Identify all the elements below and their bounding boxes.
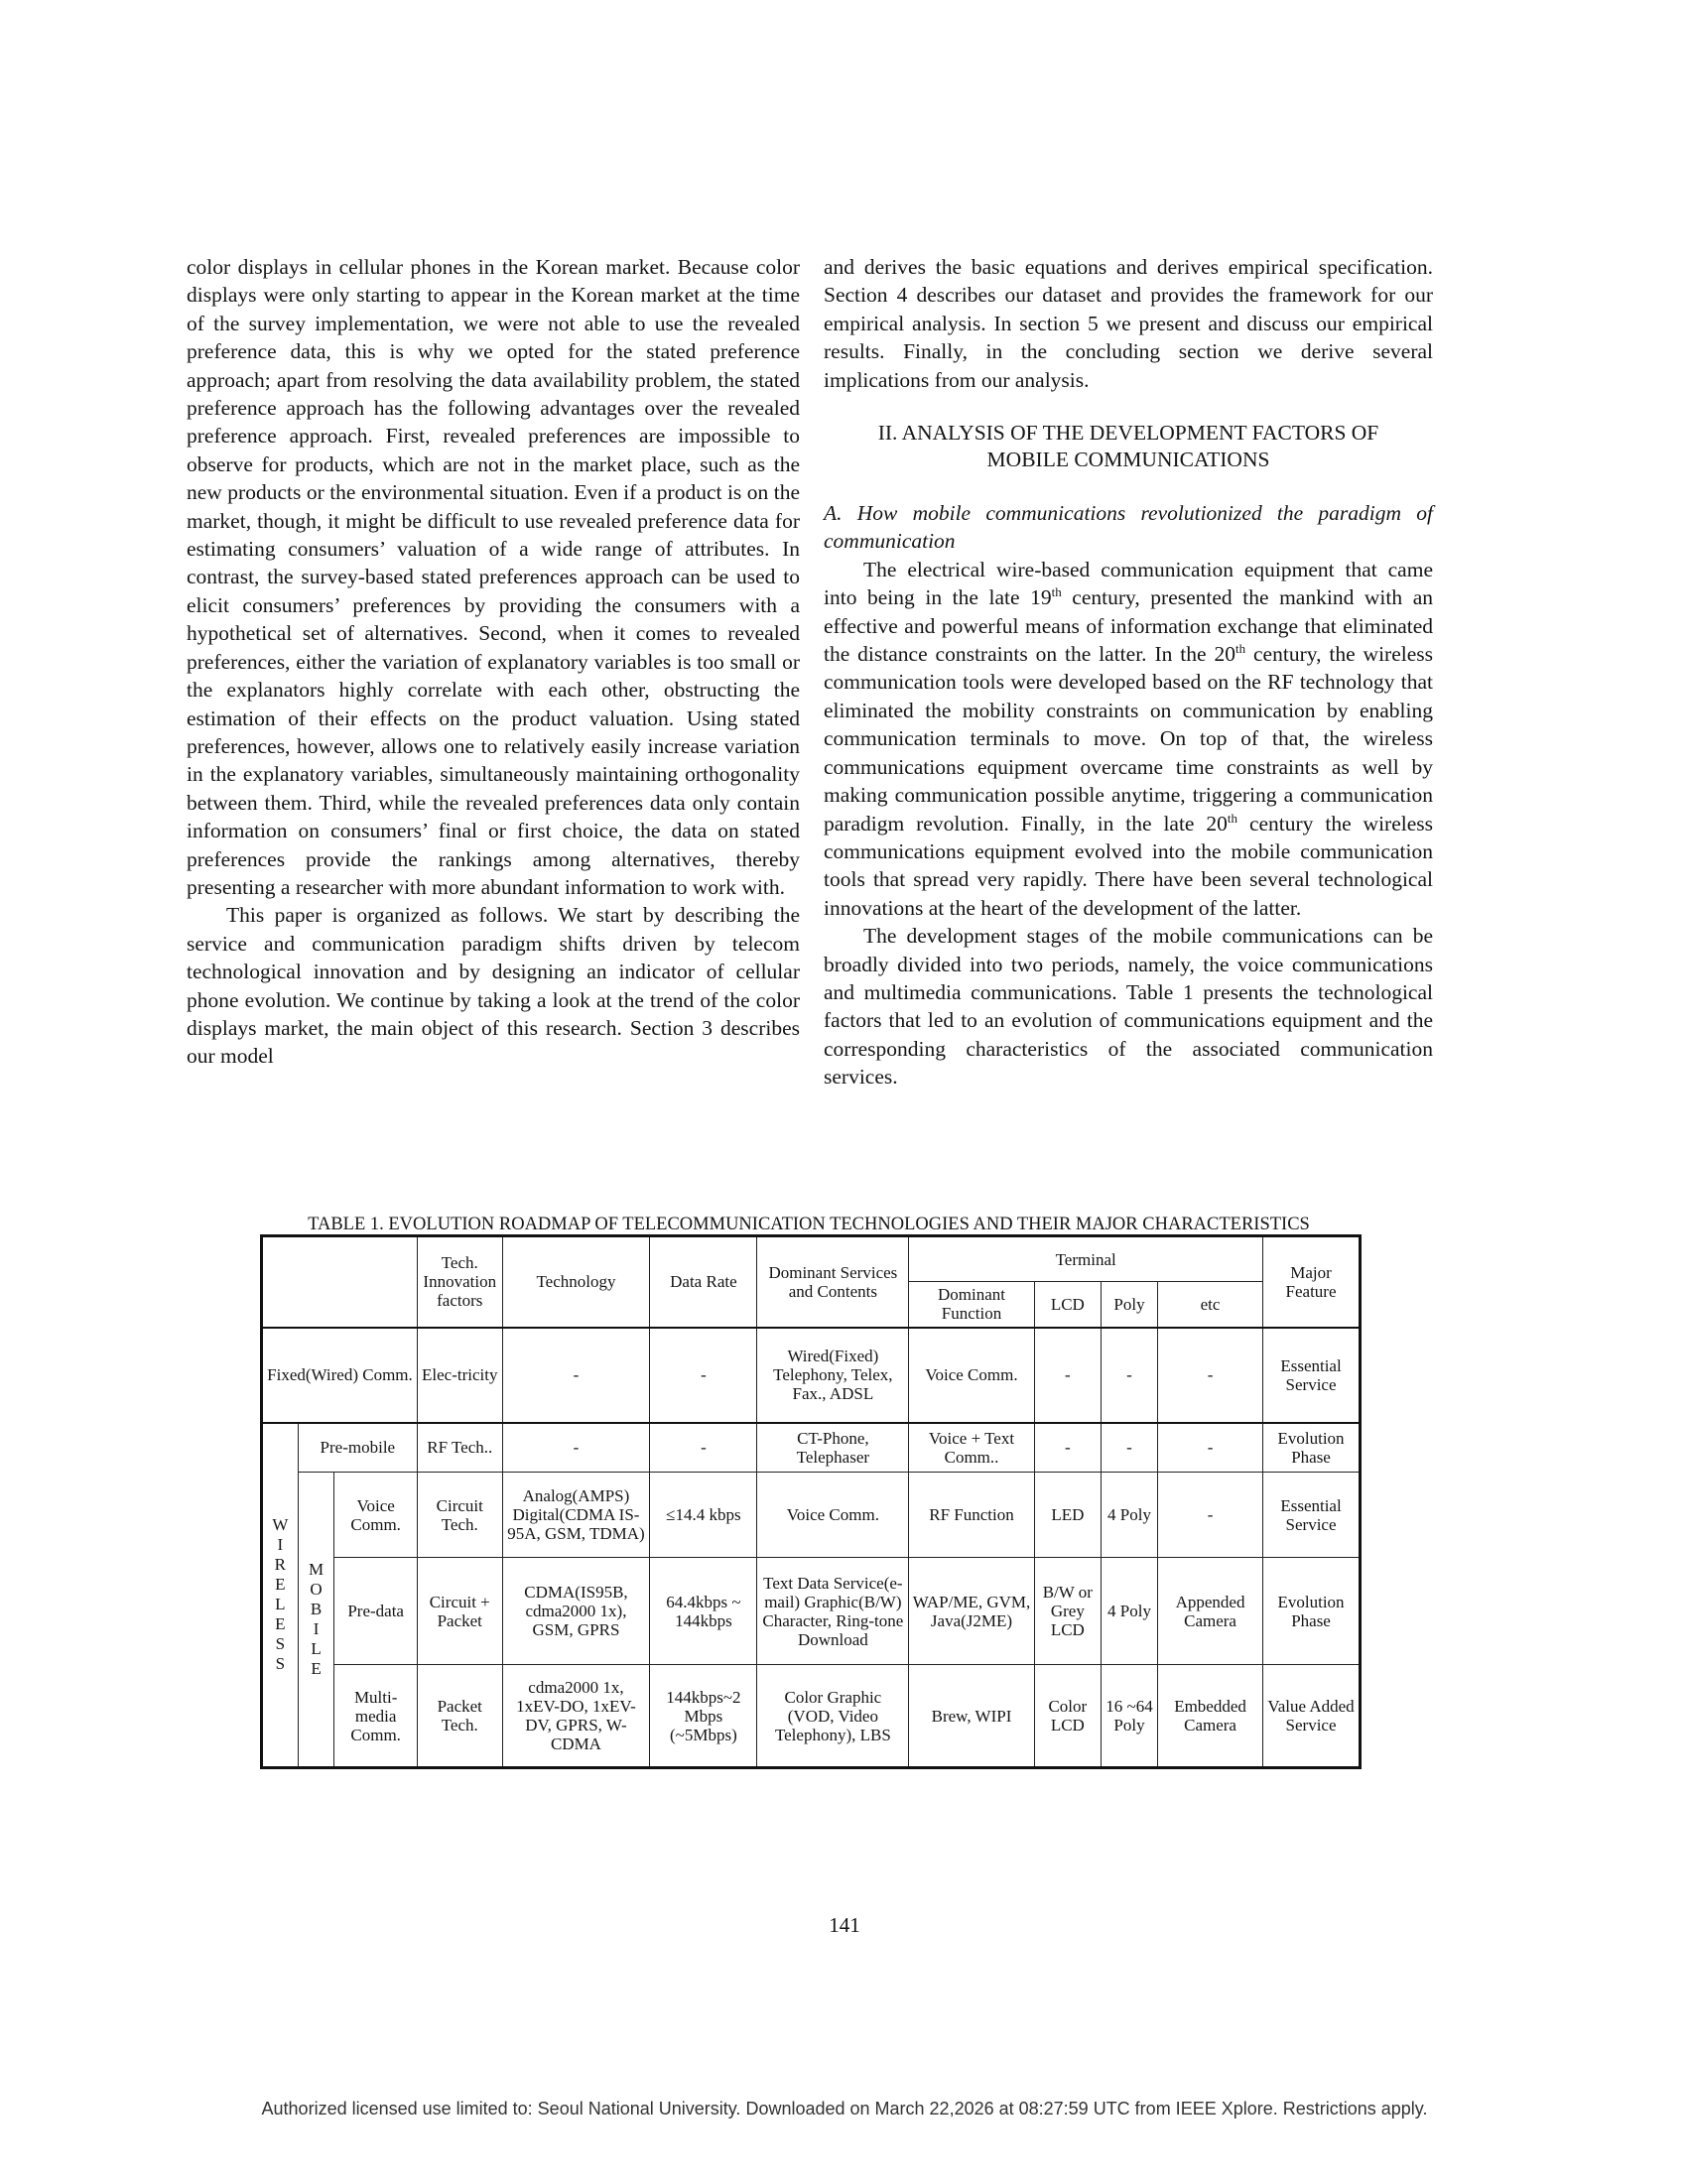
body-paragraph: This paper is organized as follows. We start by describing the service and communication paradigm shifts driven by telecom technological innovation and by designing an indicator of cellular phone evolution. We continue by taking a look at the trend of the color displays market, the main object of this research. Section 3 describes our model (187, 903, 800, 1069)
factor-cell: Circuit + Packet (417, 1558, 502, 1665)
superscript: th (1234, 640, 1246, 656)
text-run: century, the wireless communication tools were developed based on the RF technology that eliminated the mobility constraints on communication by enabling communication terminals to move. On top of that, the wireless communications equipment overcame time constraints as well by making communication possible anytime, triggering a communication paradigm revolution. Finally, in the late 20 (824, 642, 1433, 835)
poly-cell: - (1101, 1328, 1157, 1423)
services-cell: Voice Comm. (757, 1473, 909, 1558)
services-cell: Text Data Service(e-mail) Graphic(B/W) Character, Ring-tone Download (757, 1558, 909, 1665)
text-run: century the wireless communications equipment evolved into the mobile communication tools that spread very rapidly. There have been several technological innovations at the heart of the development of the latter. (824, 811, 1433, 920)
function-cell: WAP/ME, GVM, Java(J2ME) (909, 1558, 1034, 1665)
etc-cell: Appended Camera (1158, 1558, 1263, 1665)
feature-cell: Essential Service (1263, 1328, 1361, 1423)
text-run: century, presented the mankind with an effective and powerful means of information exchange that eliminated the distance constraints on the latter. In the 20 (824, 585, 1433, 667)
lcd-cell: - (1034, 1328, 1101, 1423)
table-row (262, 1558, 1361, 1665)
header-dominant-function: Dominant Function (909, 1282, 1034, 1328)
technology-cell: - (502, 1328, 650, 1423)
stage-cell: Voice Comm. (334, 1473, 418, 1558)
header-lcd: LCD (1034, 1282, 1101, 1328)
section-heading-line2: MOBILE COMMUNICATIONS (986, 448, 1270, 472)
stage-cell: Fixed(Wired) Comm. (262, 1328, 418, 1423)
function-cell: Brew, WIPI (909, 1665, 1034, 1768)
poly-cell: 4 Poly (1101, 1558, 1157, 1665)
section-heading (824, 420, 1433, 473)
body-paragraph (824, 556, 1433, 922)
feature-cell: Value Added Service (1263, 1665, 1361, 1768)
lcd-cell: LED (1034, 1473, 1101, 1558)
corner-cell (262, 1236, 418, 1328)
header-dominant-services: Dominant Services and Contents (757, 1236, 909, 1328)
left-column (187, 253, 800, 1071)
body-paragraph: and derives the basic equations and derives empirical specification. Section 4 describes our dataset and provides the framework for our empirical analysis. In section 5 we present and discuss our empirical results. Finally, in the concluding section we derive several implications from our analysis. (824, 255, 1433, 392)
etc-cell: - (1158, 1423, 1263, 1473)
text-run: The electrical wire-based communication equipment that came into being in the late 19 (824, 557, 1433, 610)
license-footer: Authorized licensed use limited to: Seoul National University. Downloaded on March 22,2026 at 08:27:59 UTC from IEEE Xplore. Restrictions apply. (261, 2099, 1428, 2119)
technology-cell: Analog(AMPS) Digital(CDMA IS-95A, GSM, TDMA) (502, 1473, 650, 1558)
data-rate-cell: 64.4kbps ~ 144kbps (650, 1558, 757, 1665)
header-terminal: Terminal (909, 1236, 1263, 1282)
technology-cell: CDMA(IS95B, cdma2000 1x), GSM, GPRS (502, 1558, 650, 1665)
right-column (824, 253, 1433, 1092)
table-row (262, 1236, 1361, 1282)
factor-cell: Elec-tricity (417, 1328, 502, 1423)
table-row (262, 1328, 1361, 1423)
factor-cell: RF Tech.. (417, 1423, 502, 1473)
header-data-rate: Data Rate (650, 1236, 757, 1328)
stage-cell: Multi-media Comm. (334, 1665, 418, 1768)
etc-cell: - (1158, 1328, 1263, 1423)
header-technology: Technology (502, 1236, 650, 1328)
stage-cell: Pre-data (334, 1558, 418, 1665)
poly-cell: - (1101, 1423, 1157, 1473)
evolution-roadmap-table (260, 1234, 1362, 1769)
header-tech-innovation: Tech. Innovation factors (417, 1236, 502, 1328)
superscript: th (1227, 810, 1238, 826)
wireless-label (262, 1423, 299, 1768)
lcd-cell: B/W or Grey LCD (1034, 1558, 1101, 1665)
feature-cell: Evolution Phase (1263, 1423, 1361, 1473)
header-etc: etc (1158, 1282, 1263, 1328)
feature-cell: Evolution Phase (1263, 1558, 1361, 1665)
etc-cell: Embedded Camera (1158, 1665, 1263, 1768)
function-cell: RF Function (909, 1473, 1034, 1558)
header-poly: Poly (1101, 1282, 1157, 1328)
data-rate-cell: - (650, 1328, 757, 1423)
services-cell: Wired(Fixed) Telephony, Telex, Fax., ADSL (757, 1328, 909, 1423)
poly-cell: 16 ~64 Poly (1101, 1665, 1157, 1768)
table-1 (260, 1215, 1362, 1769)
data-rate-cell: ≤14.4 kbps (650, 1473, 757, 1558)
superscript: th (1051, 584, 1062, 600)
data-rate-cell: 144kbps~2 Mbps (~5Mbps) (650, 1665, 757, 1768)
body-paragraph: color displays in cellular phones in the Korean market. Because color displays were only starting to appear in the Korean market at the time of the survey implementation, we were not able to use the revealed preference data, this is why we opted for the stated preference approach; apart from resolving the data availability problem, the stated preference approach has the following advantages over the revealed preference approach. First, revealed preferences are impossible to observe for products, which are not in the market place, such as the new products or the environmental situation. Even if a product is on the market, though, it might be difficult to use revealed preference data for estimating consumers’ valuation of a wide range of attributes. In contrast, the survey-based stated preferences approach can be used to elicit consumers’ preferences by providing the consumers with a hypothetical set of alternatives. Second, when it comes to revealed preferences, either the variation of explanatory variables is too small or the explanators highly correlate with each other, obstructing the estimation of their effects on the product valuation. Using stated preferences, however, allows one to relatively easily increase variation in the explanatory variables, simultaneously maintaining orthogonality between them. Third, while the revealed preferences data only contain information on consumers’ final or first choice, the data on stated preferences provide the rankings among alternatives, thereby presenting a researcher with more abundant information to work with. (187, 255, 800, 899)
function-cell: Voice + Text Comm.. (909, 1423, 1034, 1473)
section-heading-line1: II. ANALYSIS OF THE DEVELOPMENT FACTORS OF (877, 421, 1379, 446)
etc-cell: - (1158, 1473, 1263, 1558)
poly-cell: 4 Poly (1101, 1473, 1157, 1558)
table-row (262, 1665, 1361, 1768)
mobile-vertical-text: M O B I L E (308, 1560, 325, 1678)
table-row (262, 1423, 1361, 1473)
mobile-label (298, 1473, 334, 1768)
header-major-feature: Major Feature (1263, 1236, 1361, 1328)
factor-cell: Packet Tech. (417, 1665, 502, 1768)
function-cell: Voice Comm. (909, 1328, 1034, 1423)
data-rate-cell: - (650, 1423, 757, 1473)
factor-cell: Circuit Tech. (417, 1473, 502, 1558)
technology-cell: - (502, 1423, 650, 1473)
table-caption: TABLE 1. EVOLUTION ROADMAP OF TELECOMMUNICATION TECHNOLOGIES AND THEIR MAJOR CHARACTERISTICS (308, 1215, 1310, 1234)
technology-cell: cdma2000 1x, 1xEV-DO, 1xEV-DV, GPRS, W-CDMA (502, 1665, 650, 1768)
page-number: 141 (829, 1913, 860, 1937)
feature-cell: Essential Service (1263, 1473, 1361, 1558)
stage-cell: Pre-mobile (298, 1423, 417, 1473)
services-cell: CT-Phone, Telephaser (757, 1423, 909, 1473)
body-paragraph: The development stages of the mobile communications can be broadly divided into two periods, namely, the voice communications and multimedia communications. Table 1 presents the technological factors that led to an evolution of communications equipment and the corresponding characteristics of the associated communication services. (824, 924, 1433, 1090)
services-cell: Color Graphic (VOD, Video Telephony), LBS (757, 1665, 909, 1768)
lcd-cell: Color LCD (1034, 1665, 1101, 1768)
subsection-heading: A. How mobile communications revolutionized the paradigm of communication (824, 501, 1433, 554)
table-row (262, 1473, 1361, 1558)
wireless-vertical-text: W I R E L E S S (272, 1515, 289, 1674)
lcd-cell: - (1034, 1423, 1101, 1473)
